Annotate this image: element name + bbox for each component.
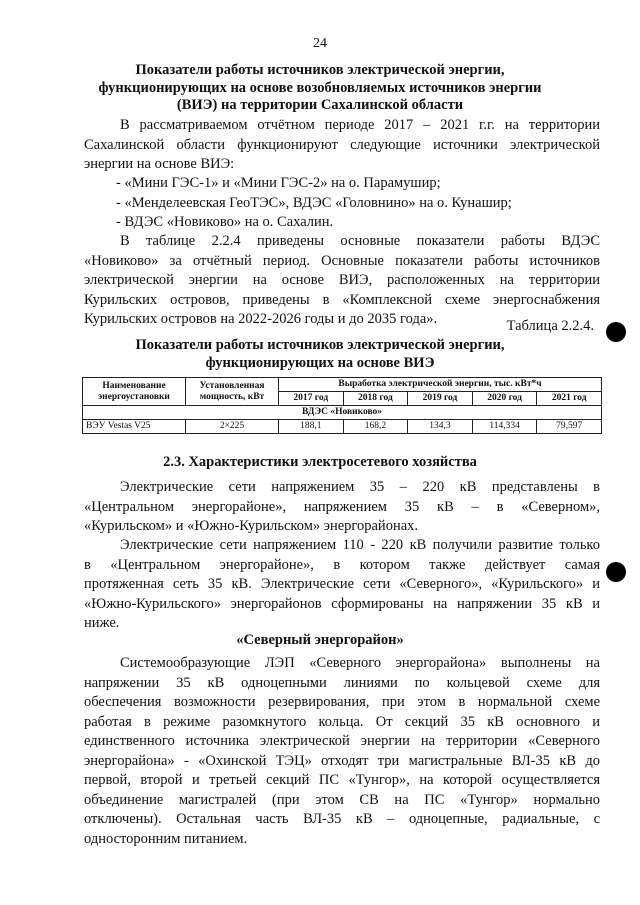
header-year: 2020 год (472, 392, 537, 406)
list-item: - «Менделеевская ГеоТЭС», ВДЭС «Головнино» на о. Кунашир; (116, 194, 512, 211)
header-year: 2021 год (537, 392, 602, 406)
section-paragraph-2 (84, 536, 600, 634)
page-number: 24 (313, 36, 327, 51)
text-line: обеспечения возможности резервирования, при этом в нормальной схеме (84, 694, 600, 710)
cell-value: 168,2 (343, 420, 408, 434)
text-line: односторонним питанием. (84, 830, 248, 847)
text-line: протяженная сеть 35 кВ. Электрические сети «Северного», «Курильского» и (84, 576, 600, 592)
text-line: ниже. (84, 615, 120, 631)
table-row (83, 420, 602, 434)
text-line: энергорайона» - «Охинской ТЭЦ» отходят три магистральные ВЛ-35 кВ до (84, 752, 600, 769)
header-year: 2018 год (343, 392, 408, 406)
text-line: Курильских островов на 2022-2026 годы и до 2035 года». (84, 311, 438, 327)
text-line: «Новиково» за отчётный период. Основные показатели работы источников (84, 252, 600, 269)
section-title: 2.3. Характеристики электросетевого хозяйства (163, 454, 477, 470)
text-line: работая в режиме разомкнутого кольца. От секций 35 кВ основного и (84, 713, 600, 730)
text-line: электрической энергии на основе ВИЭ, расположенных на территории (84, 272, 600, 288)
cell-name: ВЭУ Vestas V25 (83, 420, 186, 434)
text-line: «Курильском» и «Южно-Курильском» энергорайонах. (84, 518, 419, 534)
caption-line: функционирующих на основе ВИЭ (205, 354, 435, 371)
text-line: объединение магистралей (при этом СВ на ПС «Тунгор» нормально (84, 791, 600, 808)
sources-list (116, 174, 512, 233)
table-caption (0, 337, 640, 372)
intro-paragraph (84, 116, 600, 175)
text-line: В рассматриваемом отчётном периоде 2017 – 2021 г.г. на территории (120, 117, 600, 133)
text-line: напряжении 35 кВ одноцепными линиями по кольцевой схеме для (84, 674, 600, 691)
text-line: в «Центральном энергорайоне», в котором также действует самая (84, 556, 600, 573)
text-line: В таблице 2.2.4 приведены основные показатели работы ВДЭС (120, 233, 600, 249)
heading-line: (ВИЭ) на территории Сахалинской области (176, 97, 464, 113)
list-item: - ВДЭС «Новиково» на о. Сахалин. (116, 214, 334, 230)
cell-value: 79,597 (537, 420, 602, 434)
text-line: «Южно-Курильского» энергорайонов сформированы на напряжении 35 кВ и (84, 595, 600, 612)
header-year: 2019 год (408, 392, 473, 406)
text-line: Системообразующие ЛЭП «Северного энергорайона» выполнены на (120, 655, 600, 671)
header-name: Наименование энергоустановки (83, 378, 186, 406)
cell-capacity: 2×225 (186, 420, 279, 434)
caption-line: Показатели работы источников электрической энергии, (135, 337, 505, 353)
header-year: 2017 год (279, 392, 344, 406)
vie-table (82, 377, 602, 434)
header-output: Выработка электрической энергии, тыс. кВт*ч (279, 378, 602, 392)
text-line: «Центральном энергорайоне», напряжением 35 кВ – в «Северном», (84, 498, 600, 515)
table-reference-paragraph (84, 232, 600, 330)
northern-paragraph (84, 654, 600, 849)
vie-heading (0, 62, 640, 115)
section-paragraph-1 (84, 478, 600, 537)
header-capacity: Установленная мощность, кВт (186, 378, 279, 406)
heading-line: функционирующих на основе возобновляемых источников энергии (98, 79, 542, 96)
table-number: Таблица 2.2.4. (506, 318, 594, 334)
text-line: Курильских островов, приведены в «Комплексной схеме энергоснабжения (84, 291, 600, 308)
text-line: первой, второй и третьей секций ПС «Тунгор», на которой осуществляется (84, 772, 600, 788)
text-line: энергии на основе ВИЭ: (84, 156, 235, 172)
heading-line: Показатели работы источников электрической энергии, (135, 62, 505, 78)
text-line: Электрические сети напряжением 110 - 220 кВ получили развитие только (120, 537, 600, 553)
group-row: ВДЭС «Новиково» (83, 406, 602, 420)
list-item: - «Мини ГЭС-1» и «Мини ГЭС-2» на о. Парамушир; (116, 175, 441, 191)
cell-value: 134,3 (408, 420, 473, 434)
text-line: Электрические сети напряжением 35 – 220 кВ представлены в (120, 479, 600, 495)
cell-value: 114,334 (472, 420, 537, 434)
cell-value: 188,1 (279, 420, 344, 434)
text-line: единственного источника электрической энергии на территории «Северного (84, 733, 600, 749)
subsection-title: «Северный энергорайон» (236, 632, 404, 648)
text-line: отключены). Остальная часть ВЛ-35 кВ – одноцепные, радиальные, с (84, 811, 600, 827)
text-line: Сахалинской области функционируют следующие источники электрической (84, 136, 600, 153)
punch-hole-mark (606, 562, 626, 582)
